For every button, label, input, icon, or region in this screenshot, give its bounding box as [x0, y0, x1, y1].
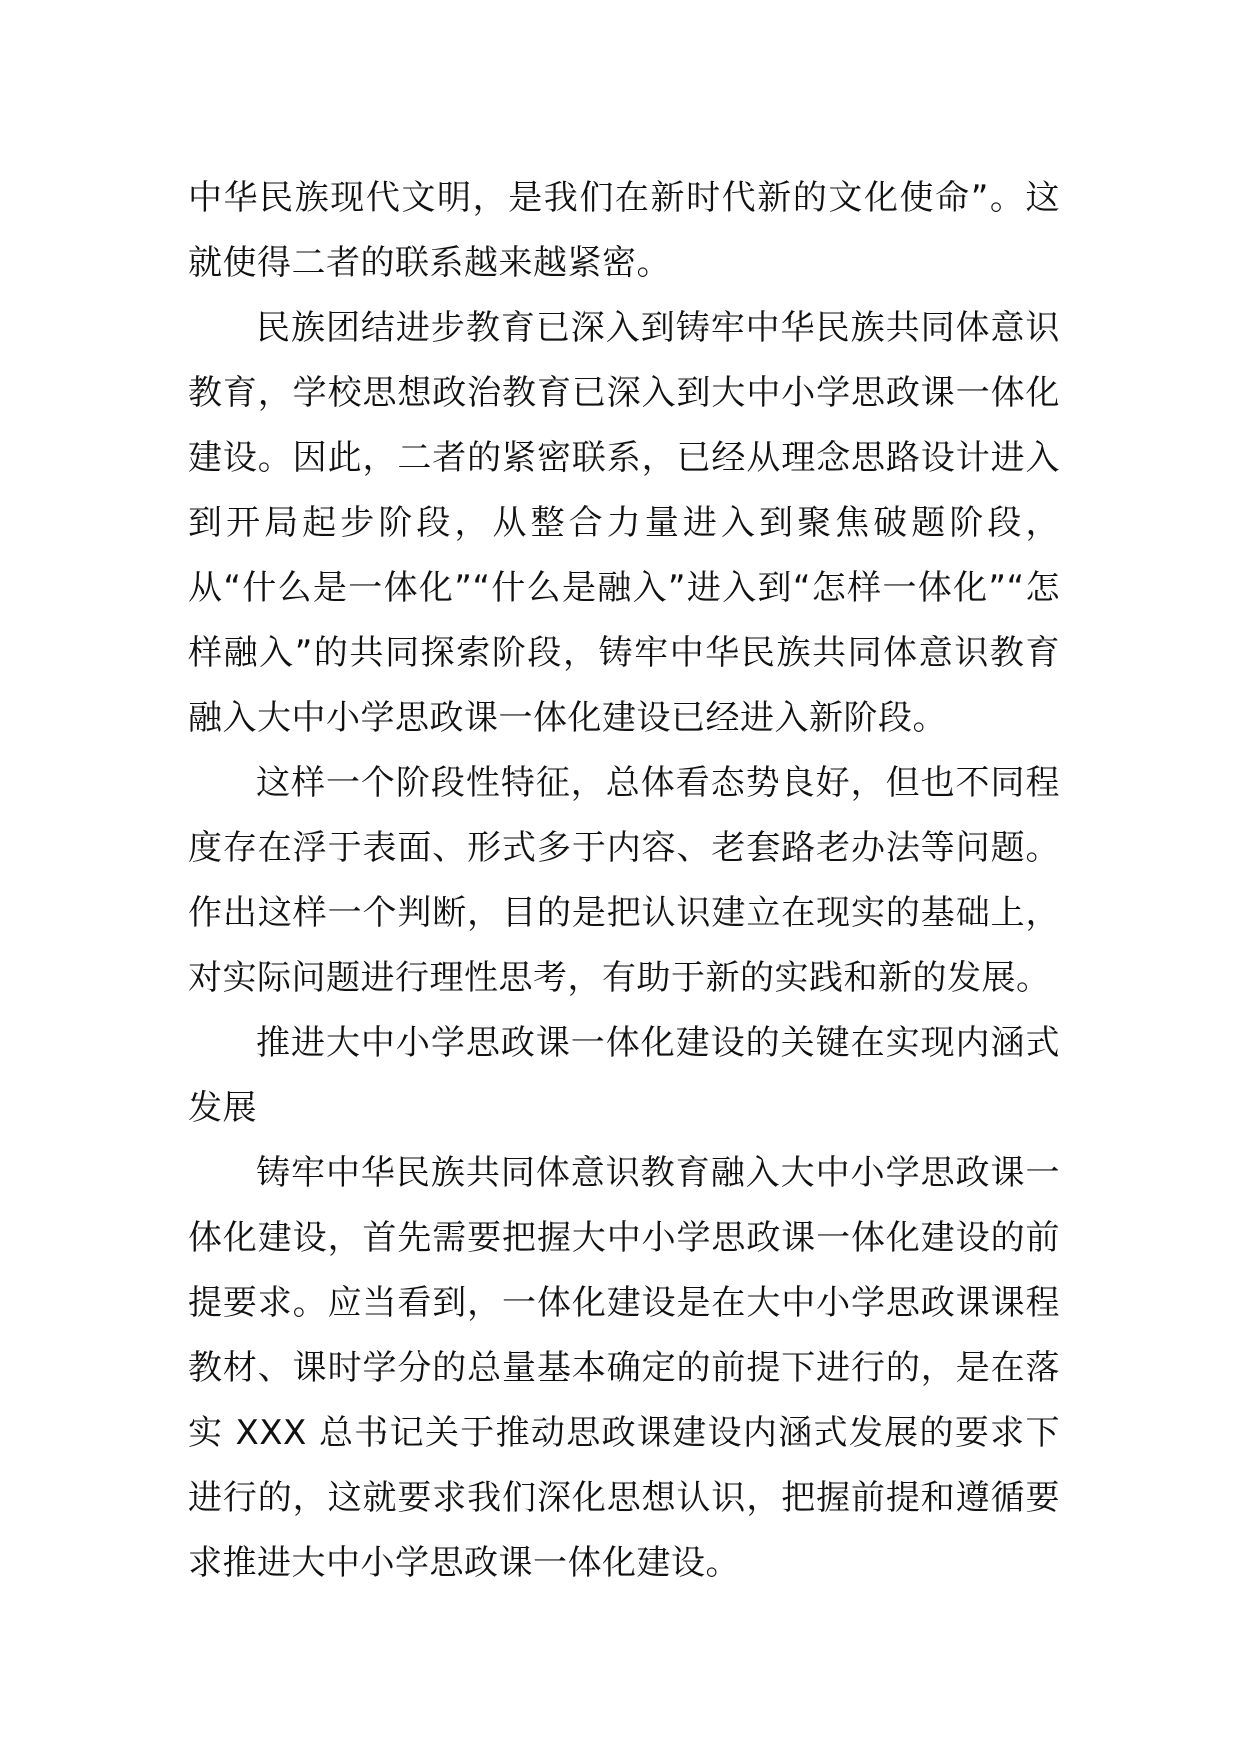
paragraph-5: 铸牢中华民族共同体意识教育融入大中小学思政课一体化建设，首先需要把握大中小学思政课一体化建设的前提要求。应当看到，一体化建设是在大中小学思政课课程教材、课时学分的总量基本确定的前提下进行的，是在落实 XXX 总书记关于推动思政课建设内涵式发展的要求下进行的，这就要求我们深化思想认识，把握前提和遵循要求推进大中小学思政课一体化建设。	[188, 1153, 1060, 1583]
paragraph-2: 民族团结进步教育已深入到铸牢中华民族共同体意识教育，学校思想政治教育已深入到大中小学思政课一体化建设。因此，二者的紧密联系，已经从理念思路设计进入到开局起步阶段，从整合力量进入到聚焦破题阶段，从“什么是一体化”“什么是融入”进入到“怎样一体化”“怎样融入”的共同探索阶段，铸牢中华民族共同体意识教育融入大中小学思政课一体化建设已经进入新阶段。	[188, 308, 1060, 738]
paragraph-1: 中华民族现代文明，是我们在新时代新的文化使命”。这就使得二者的联系越来越紧密。	[188, 178, 1060, 283]
body-text	[188, 166, 1060, 1596]
section-heading: 推进大中小学思政课一体化建设的关键在实现内涵式发展	[188, 1023, 1060, 1128]
paragraph-3: 这样一个阶段性特征，总体看态势良好，但也不同程度存在浮于表面、形式多于内容、老套路老办法等问题。作出这样一个判断，目的是把认识建立在现实的基础上，对实际问题进行理性思考，有助于新的实践和新的发展。	[188, 763, 1060, 998]
